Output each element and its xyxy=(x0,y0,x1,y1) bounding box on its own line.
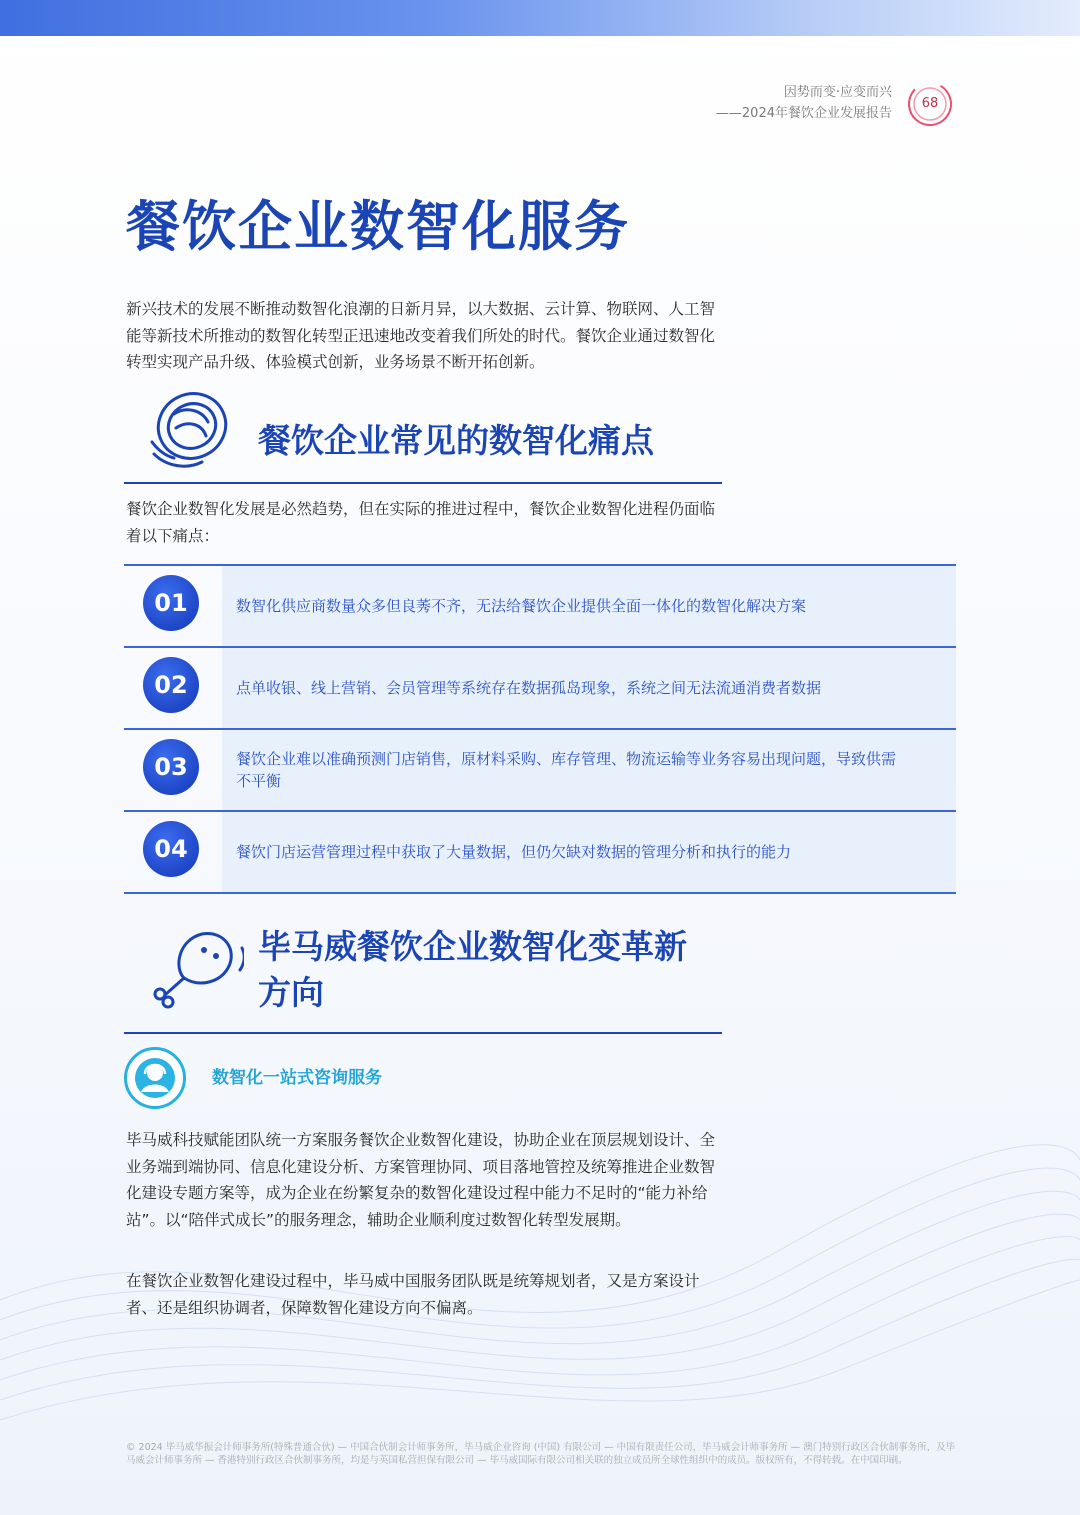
header-line-1: 因势而变·应变而兴 xyxy=(783,85,892,100)
page-title: 餐饮企业数智化服务 xyxy=(126,195,630,258)
page-number: 68 xyxy=(921,96,939,111)
pain-point-row xyxy=(124,810,956,894)
pain-point-number: 01 xyxy=(143,575,199,631)
section-kpmg-direction-header xyxy=(124,912,722,1034)
section-1-heading: 餐饮企业常见的数智化痛点 xyxy=(258,421,654,460)
pain-point-text: 点单收银、线上营销、会员管理等系统存在数据孤岛现象，系统之间无法流通消费者数据 xyxy=(236,679,822,697)
pain-point-number: 03 xyxy=(143,739,199,795)
pain-points-list xyxy=(124,564,956,894)
section-pain-points-header xyxy=(124,382,722,484)
pain-point-text: 餐饮企业难以准确预测门店销售，原材料采购、库存管理、物流运输等业务容易出现问题，导致供需不平衡 xyxy=(236,750,897,790)
pain-point-text: 数智化供应商数量众多但良莠不齐，无法给餐饮企业提供全面一体化的数智化解决方案 xyxy=(236,597,807,615)
report-header xyxy=(716,82,892,124)
pain-point-row xyxy=(124,728,956,810)
drumstick-icon xyxy=(144,922,244,1012)
intro-paragraph: 新兴技术的发展不断推动数智化浪潮的日新月异，以大数据、云计算、物联网、人工智能等新技术所推动的数智化转型正迅速地改变着我们所处的时代。餐饮企业通过数智化转型实现产品升级、体验模式创新，业务场景不断开拓创新。 xyxy=(126,300,716,371)
pain-point-number: 02 xyxy=(143,657,199,713)
section-2-heading-line-2: 方向 xyxy=(258,973,324,1012)
top-banner xyxy=(0,0,1080,36)
section-1-intro: 餐饮企业数智化发展是必然趋势，但在实际的推进过程中，餐饮企业数智化进程仍面临着以下痛点： xyxy=(126,500,716,545)
service-icon-badge xyxy=(124,1047,186,1109)
pain-point-text: 餐饮门店运营管理过程中获取了大量数据，但仍欠缺对数据的管理分析和执行的能力 xyxy=(236,843,792,861)
header-line-2: ——2024年餐饮企业发展报告 xyxy=(715,106,892,121)
consultant-icon xyxy=(127,1050,183,1106)
section-2-heading-line-1: 毕马威餐饮企业数智化变革新 xyxy=(258,927,687,966)
pain-point-number: 04 xyxy=(143,821,199,877)
section-2-paragraph-2: 在餐饮企业数智化建设过程中，毕马威中国服务团队既是统筹规划者，又是方案设计者、还是组织协调者，保障数智化建设方向不偏离。 xyxy=(126,1272,700,1317)
service-label: 数智化一站式咨询服务 xyxy=(212,1068,382,1088)
pain-point-row xyxy=(124,564,956,646)
section-2-heading xyxy=(258,924,687,1016)
page-badge xyxy=(906,80,954,128)
section-2-paragraph-1: 毕马威科技赋能团队统一方案服务餐饮企业数智化建设，协助企业在顶层规划设计、全业务端到端协同、信息化建设分析、方案管理协同、项目落地管控及统筹推进企业数智化建设专题方案等，成为企业在纷繁复杂的数智化建设过程中能力不足时的“能力补给站”。以“陪伴式成长”的服务理念，辅助企业顺利度过数智化转型发展期。 xyxy=(126,1131,716,1229)
plate-icon xyxy=(144,384,236,476)
copyright-footer: © 2024 毕马威华振会计师事务所(特殊普通合伙) — 中国合伙制会计师事务所，毕马威企业咨询 (中国) 有限公司 — 中国有限责任公司，毕马威会计师事务所 — 澳门特别行政区合伙制事务所，及毕马威会计师事务所 — 香港特别行政区合伙制事务所，均是与英国私营担保有限公司 — 毕马威国际有限公司相关联的独立成员所全球性组织中的成员。版权所有，不得转载。在中国印刷。 xyxy=(126,1442,956,1466)
pain-point-row xyxy=(124,646,956,728)
